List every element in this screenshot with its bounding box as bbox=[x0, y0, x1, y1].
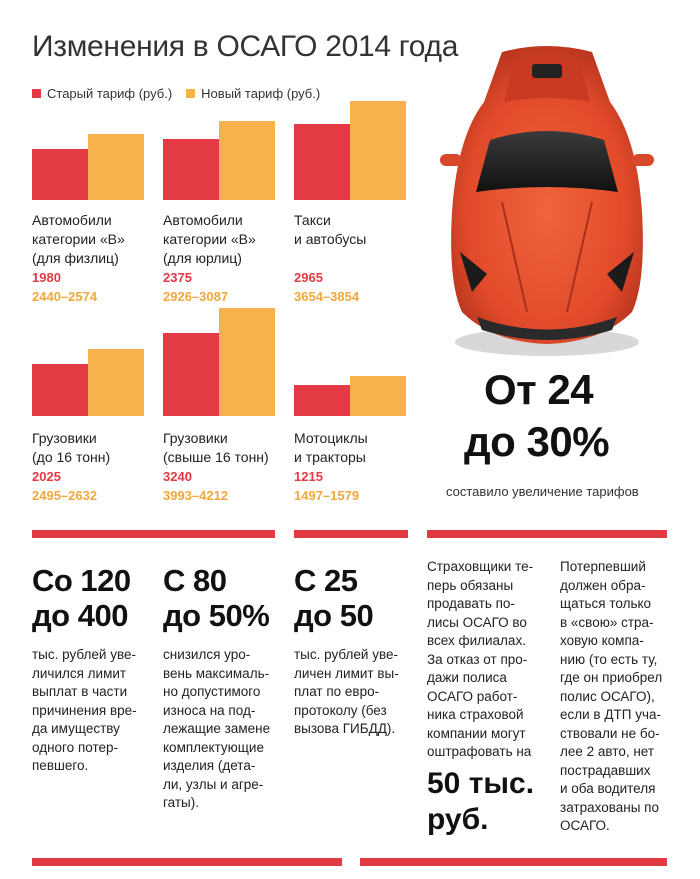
col5-text bbox=[560, 558, 685, 836]
col2-big-2: до 50% bbox=[163, 598, 270, 633]
col3-big-2: до 50 bbox=[294, 598, 374, 633]
headline-line2: до 30% bbox=[464, 418, 610, 465]
bar-old-4 bbox=[32, 364, 88, 416]
group-1-new-value: 2440–2574 bbox=[32, 289, 98, 304]
col4-line: дажи полиса bbox=[427, 670, 507, 685]
separator-bottom-1 bbox=[32, 858, 342, 866]
col1-big-1: Со 120 bbox=[32, 563, 131, 598]
group-label-5 bbox=[163, 429, 291, 505]
col1-line: певшего. bbox=[32, 758, 89, 773]
group-2-line1: Автомобили bbox=[163, 212, 243, 228]
col5-line: если в ДТП уча- bbox=[560, 707, 661, 722]
group-5-new-value: 3993–4212 bbox=[163, 488, 229, 503]
bar-new-2 bbox=[219, 121, 275, 200]
group-4-new-value: 2495–2632 bbox=[32, 488, 98, 503]
separator-top-2 bbox=[294, 530, 408, 538]
col3-line: плат по евро- bbox=[294, 684, 380, 699]
col1-text bbox=[32, 646, 157, 776]
car-windshield bbox=[476, 131, 618, 192]
group-5-old-value: 3240 bbox=[163, 469, 192, 484]
col1-line: да имуществу bbox=[32, 721, 120, 736]
car-roof bbox=[504, 57, 590, 102]
col5-line: и оба водителя bbox=[560, 781, 656, 796]
chart-group-5 bbox=[163, 308, 275, 416]
col1-big-2: до 400 bbox=[32, 598, 128, 633]
col4-line: лисы ОСАГО во bbox=[427, 614, 527, 630]
chart-group-4 bbox=[32, 349, 144, 416]
car-image bbox=[432, 42, 662, 362]
col5-line: где он приобрел bbox=[560, 670, 663, 685]
col5-line: лее 2 авто, нет bbox=[560, 744, 655, 759]
bar-old-5 bbox=[163, 333, 219, 416]
group-label-6 bbox=[294, 429, 422, 505]
group-6-line2: и тракторы bbox=[294, 449, 366, 465]
group-2-old-value: 2375 bbox=[163, 270, 192, 285]
col3-line: протоколу (без bbox=[294, 702, 387, 718]
col2-line: но допустимого bbox=[163, 684, 261, 699]
col1-line: причинения вре- bbox=[32, 702, 137, 718]
legend-old bbox=[32, 86, 172, 101]
group-1-line1: Автомобили bbox=[32, 212, 112, 228]
col4-line: продавать по- bbox=[427, 596, 515, 611]
col2-line: изделия (дета- bbox=[163, 758, 256, 773]
col3-line: тыс. рублей уве- bbox=[294, 647, 398, 662]
col5-line: затрахованы по bbox=[560, 799, 659, 815]
col5-line: ствовали не бо- bbox=[560, 725, 660, 741]
group-3-line1: Такси bbox=[294, 212, 331, 228]
headline-caption: составило увеличение тарифов bbox=[446, 484, 639, 499]
col5-line: ОСАГО. bbox=[560, 818, 610, 833]
chart-group-2 bbox=[163, 121, 275, 200]
col2-line: снизился уро- bbox=[163, 647, 251, 662]
group-3-line2: и автобусы bbox=[294, 231, 367, 247]
group-3-new-value: 3654–3854 bbox=[294, 289, 360, 304]
car-mirror-right bbox=[632, 154, 654, 166]
col4-line: всех филиалах. bbox=[427, 633, 526, 648]
legend-old-swatch bbox=[32, 89, 41, 98]
col3-text bbox=[294, 646, 419, 739]
group-3-spacer bbox=[294, 249, 422, 268]
col4-line: За отказ от про- bbox=[427, 651, 528, 667]
bar-new-6 bbox=[350, 376, 406, 416]
col5-line: полис ОСАГО), bbox=[560, 688, 655, 704]
col2-line: лежащие замене bbox=[163, 721, 271, 736]
col2-line: вень максималь- bbox=[163, 665, 270, 681]
bar-new-5 bbox=[219, 308, 275, 416]
bar-old-3 bbox=[294, 124, 350, 200]
legend-old-label: Старый тариф (руб.) bbox=[47, 86, 173, 101]
group-4-old-value: 2025 bbox=[32, 469, 61, 484]
col1-line: одного потер- bbox=[32, 739, 119, 755]
col4-line: Страховщики те- bbox=[427, 559, 534, 574]
col2-big-1: С 80 bbox=[163, 563, 227, 598]
bar-new-4 bbox=[88, 349, 144, 416]
col1-line: выплат в части bbox=[32, 684, 128, 699]
col5-line: ховую компа- bbox=[560, 633, 644, 648]
col4-line: компании могут bbox=[427, 725, 526, 741]
group-1-line3: (для физлиц) bbox=[32, 250, 119, 266]
legend bbox=[32, 86, 334, 101]
legend-new-label: Новый тариф (руб.) bbox=[201, 86, 321, 101]
chart-group-6 bbox=[294, 376, 406, 416]
bar-old-2 bbox=[163, 139, 219, 200]
col5-line: в «свою» стра- bbox=[560, 614, 654, 630]
headline-line1: От 24 bbox=[484, 366, 594, 413]
col5-line: щаться только bbox=[560, 596, 652, 611]
col2-line: гаты). bbox=[163, 795, 199, 810]
col4-big-2: руб. bbox=[427, 802, 489, 836]
group-1-old-value: 1980 bbox=[32, 270, 61, 285]
group-4-line1: Грузовики bbox=[32, 430, 97, 446]
col4-line: перь обязаны bbox=[427, 577, 514, 593]
group-3-old-value: 2965 bbox=[294, 270, 323, 285]
group-5-line2: (свыше 16 тонн) bbox=[163, 449, 269, 465]
col2-line: комплектующие bbox=[163, 739, 264, 755]
group-2-line2: категории «В» bbox=[163, 231, 256, 247]
group-4-line2: (до 16 тонн) bbox=[32, 449, 111, 465]
col4-line: ника страховой bbox=[427, 707, 524, 722]
group-2-new-value: 2926–3087 bbox=[163, 289, 229, 304]
group-label-3 bbox=[294, 211, 422, 306]
group-label-1 bbox=[32, 211, 160, 306]
bar-new-3 bbox=[350, 101, 406, 200]
group-label-4 bbox=[32, 429, 160, 505]
group-5-line1: Грузовики bbox=[163, 430, 228, 446]
col3-big-1: С 25 bbox=[294, 563, 358, 598]
col1-line: тыс. рублей уве- bbox=[32, 647, 136, 662]
col4-line: оштрафовать на bbox=[427, 744, 532, 759]
col4-big-1: 50 тыс. bbox=[427, 766, 535, 800]
group-2-line3: (для юрлиц) bbox=[163, 250, 242, 266]
separator-top-1 bbox=[32, 530, 275, 538]
chart-group-1 bbox=[32, 134, 144, 200]
col1-line: личился лимит bbox=[32, 665, 127, 681]
col5-line: Потерпевший bbox=[560, 559, 646, 574]
col4-text bbox=[427, 558, 552, 838]
col5-line: должен обра- bbox=[560, 577, 646, 593]
page-title: Изменения в ОСАГО 2014 года bbox=[32, 30, 459, 63]
group-6-new-value: 1497–1579 bbox=[294, 488, 360, 503]
legend-new bbox=[186, 86, 320, 101]
col3-line: вызова ГИБДД). bbox=[294, 721, 396, 736]
car-mirror-left bbox=[440, 154, 462, 166]
col2-text bbox=[163, 646, 288, 813]
car-roof-vent bbox=[532, 64, 562, 78]
col4-line: ОСАГО работ- bbox=[427, 688, 518, 704]
col2-line: износа на под- bbox=[163, 702, 256, 718]
bar-old-1 bbox=[32, 149, 88, 200]
bar-new-1 bbox=[88, 134, 144, 200]
legend-new-swatch bbox=[186, 89, 195, 98]
group-1-line2: категории «В» bbox=[32, 231, 125, 247]
separator-top-3 bbox=[427, 530, 667, 538]
chart-group-3 bbox=[294, 101, 406, 200]
group-6-old-value: 1215 bbox=[294, 469, 323, 484]
col3-line: личен лимит вы- bbox=[294, 665, 399, 681]
group-label-2 bbox=[163, 211, 291, 306]
col5-line: нию (то есть ту, bbox=[560, 651, 658, 667]
group-6-line1: Мотоциклы bbox=[294, 430, 368, 446]
separator-bottom-2 bbox=[360, 858, 667, 866]
col2-line: ли, узлы и агре- bbox=[163, 776, 264, 792]
col5-line: пострадавших bbox=[560, 762, 651, 778]
bar-old-6 bbox=[294, 385, 350, 416]
